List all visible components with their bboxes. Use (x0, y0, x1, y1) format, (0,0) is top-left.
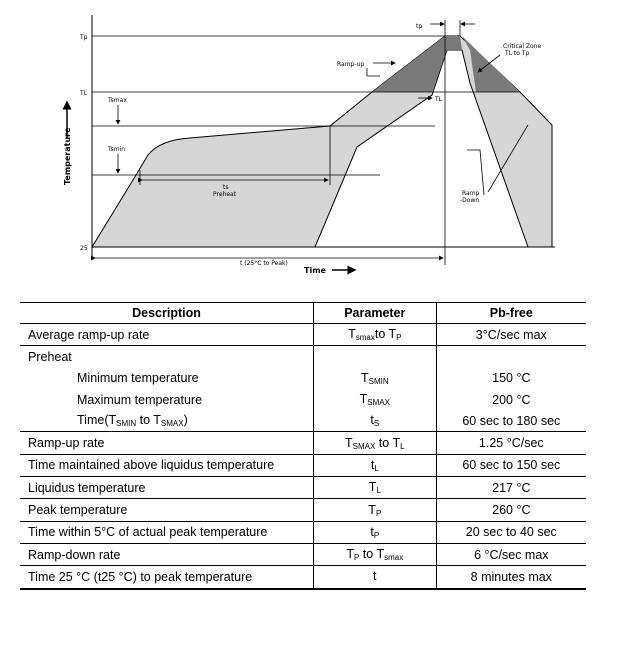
row-description: Time maintained above liquidus temperature (20, 454, 313, 476)
label-ramp-down-2: -Down (460, 197, 480, 204)
row-parameter: $T_{smax}to$ $T_P$ (313, 324, 436, 346)
critical-zone-area (372, 36, 462, 92)
table-row (20, 477, 586, 499)
label-ramp-down-1: Ramp (462, 190, 480, 197)
row-parameter: $t_L$ (313, 454, 436, 476)
table-row (20, 346, 586, 368)
label-t25-to-peak: t (25°C to Peak) (240, 260, 288, 267)
row-value: 60 sec to 150 sec (436, 454, 586, 476)
label-preheat: Preheat (213, 191, 237, 198)
header-parameter: Parameter (313, 303, 436, 324)
row-value: 6 °C/sec max (436, 543, 586, 565)
row-description: Minimum temperature (77, 371, 199, 386)
row-value: 3°C/sec max (436, 324, 586, 346)
ramp-up-pointer (367, 68, 380, 76)
row-description: Time within 5°C of actual peak temperature (20, 521, 313, 543)
row-value: 8 minutes max (436, 566, 586, 589)
row-description: Preheat (28, 349, 72, 364)
table-row (20, 368, 586, 389)
row-parameter: $t_P$ (313, 521, 436, 543)
label-ts: ts (223, 184, 229, 191)
reflow-spec-table (20, 302, 586, 590)
table-header-row (20, 303, 586, 324)
table-row (20, 566, 586, 589)
row-parameter: $T_L$ (313, 477, 436, 499)
row-parameter: $T_{SMAX}$ (313, 389, 436, 410)
header-description: Description (20, 303, 313, 324)
row-description: Maximum temperature (77, 392, 203, 407)
table-row (20, 389, 586, 410)
row-parameter (313, 346, 436, 368)
table-row (20, 521, 586, 543)
table-row (20, 410, 586, 432)
header-pbfree: Pb-free (436, 303, 586, 324)
row-value: 20 sec to 40 sec (436, 521, 586, 543)
row-description: $Time(T_{SMIN}$ to $T_{SMAX}$) (20, 410, 313, 432)
row-parameter: t (313, 566, 436, 589)
tick-tsmin: Tsmin (108, 146, 126, 153)
label-ramp-up: Ramp-up (337, 61, 365, 68)
tick-tsmax: Tsmax (108, 97, 127, 104)
table-row (20, 454, 586, 476)
table-row (20, 499, 586, 521)
tick-tp: Tp (80, 34, 88, 41)
x-axis-label: Time (304, 266, 326, 275)
row-description: Ramp-up rate (20, 432, 313, 454)
row-value: 200 °C (436, 389, 586, 410)
table-row (20, 324, 586, 346)
table-row (20, 543, 586, 565)
row-parameter: $T_P$ (313, 499, 436, 521)
ramp-down-hook (467, 150, 484, 195)
row-description: Liquidus temperature (20, 477, 313, 499)
row-parameter: $t_S$ (313, 410, 436, 432)
label-tp-top: tp (416, 23, 423, 30)
row-value: 1.25 °C/sec (436, 432, 586, 454)
row-description: Ramp-down rate (20, 543, 313, 565)
y-axis-label: Temperature (63, 127, 72, 185)
label-tl-mark: TL (435, 96, 443, 103)
row-value: 150 °C (436, 368, 586, 389)
tick-tl: TL (80, 90, 88, 97)
table-row (20, 432, 586, 454)
row-description: Peak temperature (20, 499, 313, 521)
row-description: Time 25 °C (t25 °C) to peak temperature (20, 566, 313, 589)
row-value (436, 346, 586, 368)
tick-25: 25 (80, 245, 88, 252)
row-parameter: $T_{SMAX}$ to $T_L$ (313, 432, 436, 454)
row-parameter: $T_P$ to $T_{smax}$ (313, 543, 436, 565)
label-critical-zone-1: Critical Zone (503, 43, 542, 50)
row-value: 260 °C (436, 499, 586, 521)
label-critical-zone-2: TL to Tp (505, 50, 530, 57)
row-description: Average ramp-up rate (20, 324, 313, 346)
row-value: 60 sec to 180 sec (436, 410, 586, 432)
row-parameter: $T_{SMIN}$ (313, 368, 436, 389)
row-value: 217 °C (436, 477, 586, 499)
reflow-profile-diagram (0, 0, 623, 290)
